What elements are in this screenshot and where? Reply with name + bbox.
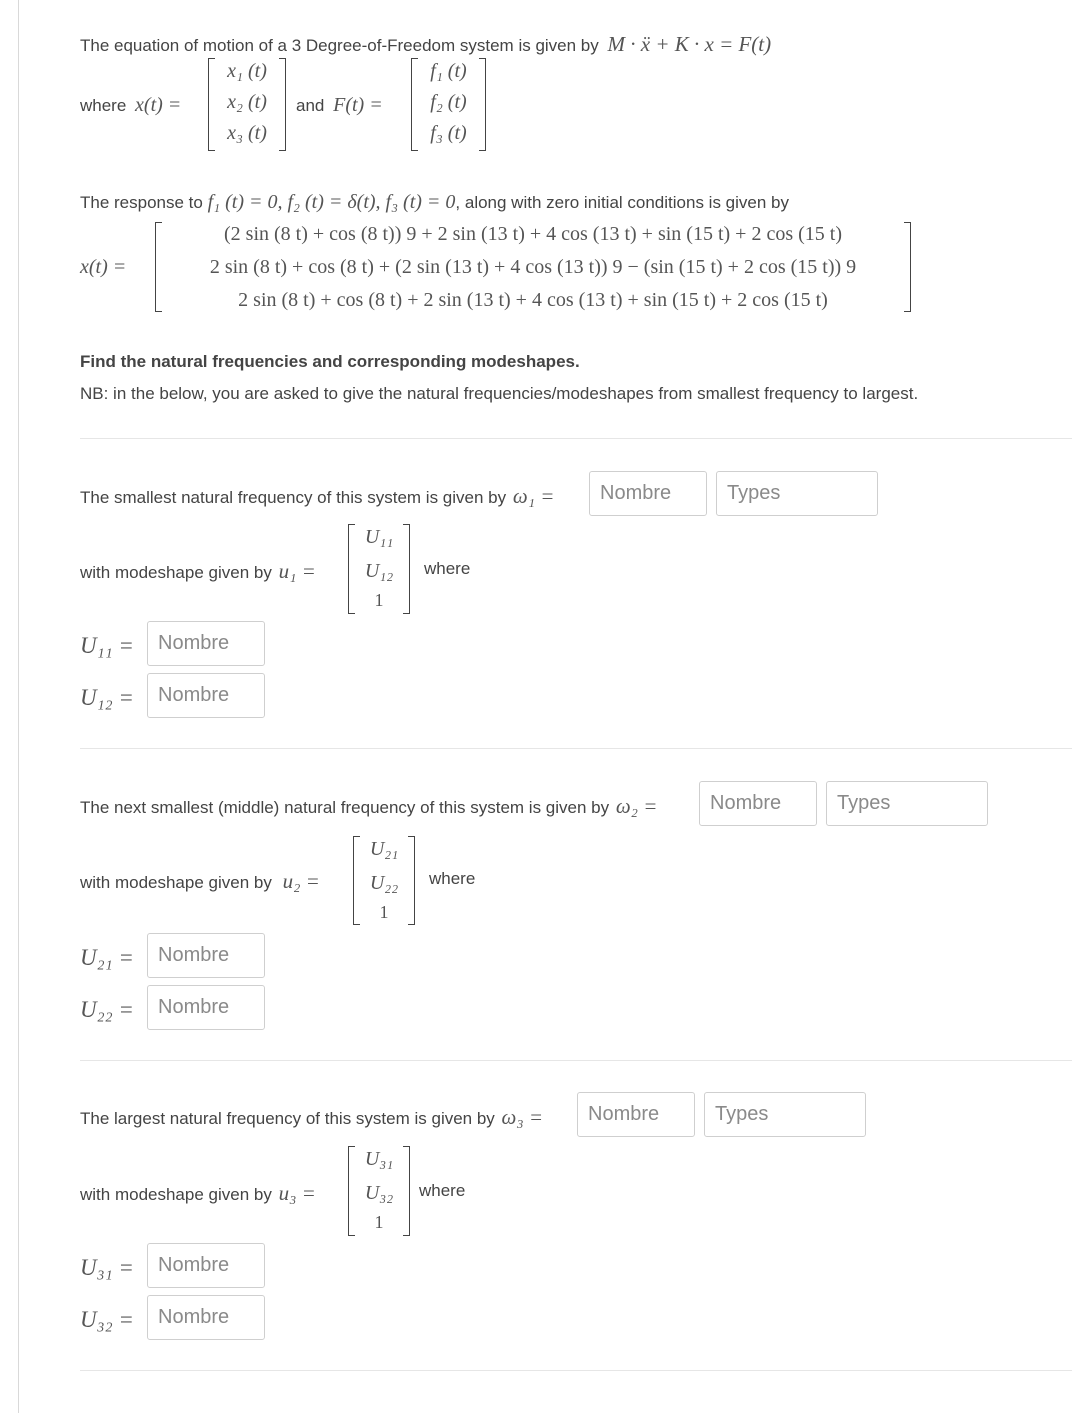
- f1-entry: f₁ (t): [430, 60, 467, 82]
- u3-vector: [348, 1146, 410, 1236]
- divider: [80, 438, 1072, 439]
- and-text: and: [296, 96, 325, 115]
- where-text: where: [80, 96, 127, 115]
- task-note: NB: in the below, you are asked to give the natural frequencies/modeshapes from smallest frequency to largest.: [80, 384, 919, 403]
- u2-vector: [353, 836, 415, 925]
- part1-question-text: The smallest natural frequency of this system is given by: [80, 488, 507, 507]
- part2-modeshape: [80, 869, 320, 894]
- u21-input[interactable]: [147, 933, 265, 978]
- part1-where: where: [424, 559, 471, 578]
- where-label: [80, 94, 181, 117]
- part3-where: where: [419, 1181, 466, 1200]
- response-row-1: (2 sin (8 t) + cos (8 t)) 9 + 2 sin (13 t) + 4 cos (13 t) + sin (15 t) + 2 cos (15 t): [224, 223, 842, 245]
- and-label: [296, 94, 383, 117]
- left-border: [18, 0, 19, 1413]
- response-row-2: 2 sin (8 t) + cos (8 t) + (2 sin (13 t) + 4 cos (13 t)) 9 − (sin (15 t) + 2 cos (15 t)) 9: [209, 256, 857, 278]
- u31-input[interactable]: [147, 1243, 265, 1288]
- u32-label: U₃₂ =: [80, 1307, 134, 1332]
- u2-entry-2: U₂₂: [369, 872, 399, 894]
- part1-question: [80, 484, 554, 509]
- u3-entry-3: 1: [374, 1212, 384, 1232]
- u1-label: u₁ =: [278, 559, 316, 583]
- divider: [80, 1060, 1072, 1061]
- omega1-units-input[interactable]: [716, 471, 878, 516]
- part1-modeshape: [80, 559, 316, 584]
- x2-entry: x₂ (t): [227, 91, 267, 113]
- u3-label: u₃ =: [278, 1181, 316, 1205]
- omega2-units-input[interactable]: [826, 781, 988, 826]
- u11-label: U₁₁ =: [80, 633, 134, 658]
- response-text: [80, 191, 789, 214]
- response-text-after: , along with zero initial conditions is given by: [455, 193, 789, 212]
- omega3-label: ω₃ =: [501, 1105, 544, 1129]
- response-condition: f₁ (t) = 0, f₂ (t) = δ(t), f₃ (t) = 0: [207, 191, 456, 213]
- part3-question-text: The largest natural frequency of this system is given by: [80, 1109, 495, 1128]
- omega1-label: ω₁ =: [512, 484, 555, 508]
- u2-entry-1: U₂₁: [369, 838, 399, 860]
- x-vector-lhs: x(t) =: [135, 94, 182, 116]
- omega2-label: ω₂ =: [615, 794, 658, 818]
- omega1-input[interactable]: [589, 471, 707, 516]
- u31-label: U₃₁ =: [80, 1255, 134, 1280]
- u32-input[interactable]: [147, 1295, 265, 1340]
- part2-modeshape-text: with modeshape given by: [80, 873, 272, 892]
- task-heading: Find the natural frequencies and corresponding modeshapes.: [80, 352, 580, 371]
- u1-entry-2: U₁₂: [364, 560, 394, 582]
- u1-entry-1: U₁₁: [364, 526, 394, 548]
- omega3-input[interactable]: [577, 1092, 695, 1137]
- divider: [80, 1370, 1072, 1371]
- u12-input[interactable]: [147, 673, 265, 718]
- u22-label: U₂₂ =: [80, 997, 134, 1022]
- equation-of-motion: M · ẍ + K · x = F(t): [607, 32, 772, 56]
- u1-entry-3: 1: [374, 590, 384, 610]
- part3-modeshape: [80, 1181, 316, 1206]
- part2-where: where: [429, 869, 476, 888]
- f3-entry: f₃ (t): [430, 122, 467, 144]
- divider: [80, 748, 1072, 749]
- u12-label: U₁₂ =: [80, 685, 134, 710]
- x3-entry: x₃ (t): [227, 122, 267, 144]
- x1-entry: x₁ (t): [227, 60, 267, 82]
- omega3-units-input[interactable]: [704, 1092, 866, 1137]
- response-row-3: 2 sin (8 t) + cos (8 t) + 2 sin (13 t) + 4 cos (13 t) + sin (15 t) + 2 cos (15 t): [238, 289, 828, 311]
- f2-entry: f₂ (t): [430, 91, 467, 113]
- response-lhs: x(t) =: [80, 256, 127, 278]
- u3-entry-1: U₃₁: [364, 1148, 394, 1170]
- u1-vector: [348, 524, 410, 614]
- part3-question: [80, 1105, 543, 1130]
- f-vector-lhs: F(t) =: [333, 94, 383, 116]
- f-vector-matrix: [411, 58, 486, 151]
- intro-sentence: The equation of motion of a 3 Degree-of-Freedom system is given by: [80, 36, 599, 55]
- u11-input[interactable]: [147, 621, 265, 666]
- u3-entry-2: U₃₂: [364, 1182, 394, 1204]
- x-vector-matrix: [208, 58, 286, 151]
- u2-entry-3: 1: [379, 902, 389, 922]
- intro-text: [80, 32, 771, 57]
- response-matrix: [155, 222, 911, 312]
- omega2-input[interactable]: [699, 781, 817, 826]
- u22-input[interactable]: [147, 985, 265, 1030]
- part2-question-text: The next smallest (middle) natural frequency of this system is given by: [80, 798, 610, 817]
- part2-question: [80, 794, 657, 819]
- u2-label: u₂ =: [282, 869, 320, 893]
- part1-modeshape-text: with modeshape given by: [80, 563, 272, 582]
- part3-modeshape-text: with modeshape given by: [80, 1185, 272, 1204]
- u21-label: U₂₁ =: [80, 945, 134, 970]
- response-text-before: The response to: [80, 193, 203, 212]
